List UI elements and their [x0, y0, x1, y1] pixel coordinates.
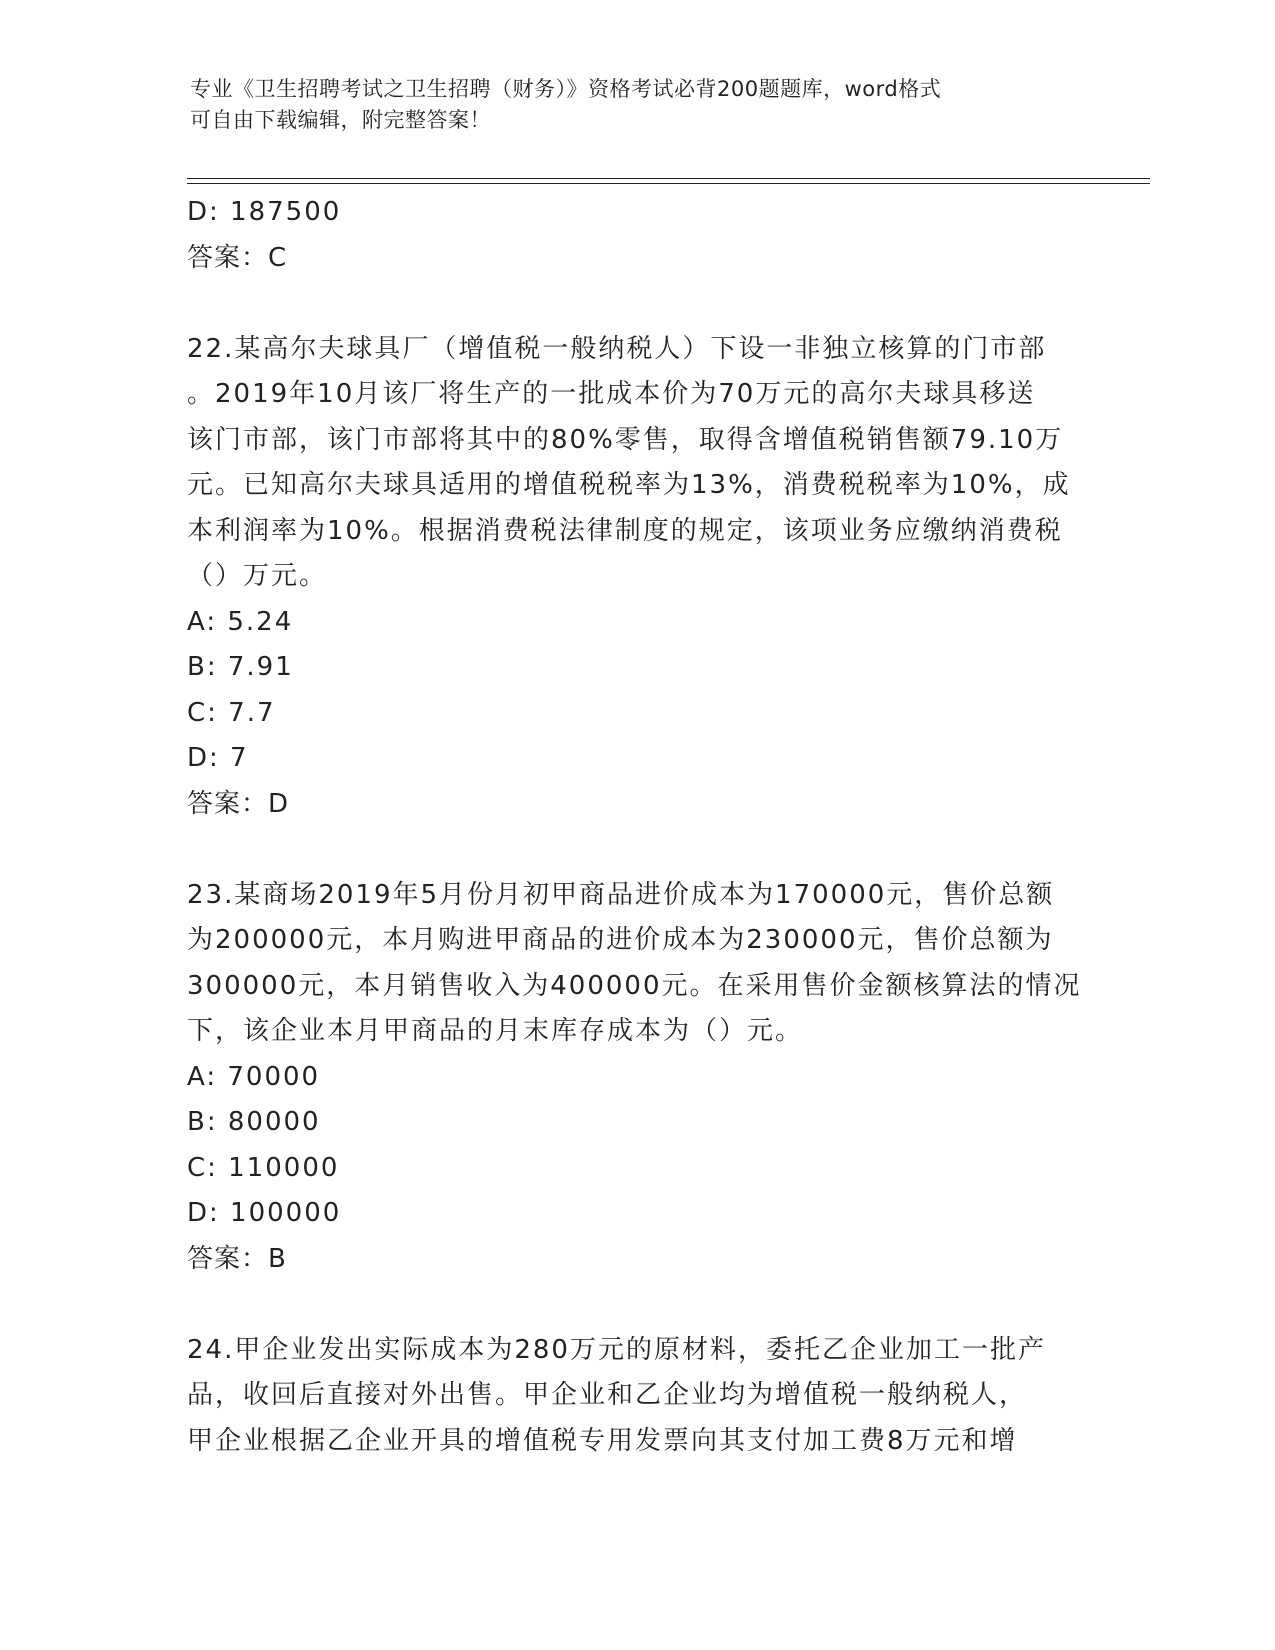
header-divider-top	[187, 178, 1150, 179]
question-text-line: 24.甲企业发出实际成本为280万元的原材料，委托乙企业加工一批产	[187, 1334, 1046, 1365]
option-c: C: 7.7	[187, 697, 276, 728]
question-text-line: 元。已知高尔夫球具适用的增值税税率为13%，消费税税率为10%，成	[187, 470, 1071, 500]
spacer	[187, 827, 1087, 873]
page-header	[190, 74, 1070, 136]
question-text-line: 22.某高尔夫球具厂（增值税一般纳税人）下设一非独立核算的门市部	[187, 333, 1047, 364]
option-a: A: 70000	[187, 1061, 321, 1092]
answer: 答案：B	[187, 1243, 287, 1274]
header-divider-bottom	[187, 183, 1150, 184]
question-text-line: 。2019年10月该厂将生产的一批成本价为70万元的高尔夫球具移送	[187, 379, 1036, 409]
question-text-line: 下，该企业本月甲商品的月末库存成本为（）元。	[187, 1016, 804, 1046]
question-text-line: 23.某商场2019年5月份月初甲商品进价成本为170000元，售价总额	[187, 879, 1055, 910]
question-text-line: 品，收回后直接对外出售。甲企业和乙企业均为增值税一般纳税人，	[187, 1380, 1028, 1410]
header-line-1: 专业《卫生招聘考试之卫生招聘（财务）》资格考试必背200题题库，word格式	[190, 77, 942, 101]
option-d: D: 7	[187, 743, 249, 773]
answer: 答案：D	[187, 788, 290, 819]
question-22	[187, 327, 1087, 828]
option-a: A: 5.24	[187, 606, 294, 637]
question-text-line: 该门市部，该门市部将其中的80%零售，取得含增值税销售额79.10万	[187, 424, 1064, 455]
question-23	[187, 873, 1087, 1283]
header-line-2: 可自由下载编辑，附完整答案！	[190, 108, 491, 132]
option-b: B: 7.91	[187, 652, 294, 682]
question-text-line: 300000元，本月销售收入为400000元。在采用售价金额核算法的情况	[187, 970, 1082, 1001]
option-c: C: 110000	[187, 1152, 340, 1183]
option-d: D: 187500	[187, 197, 342, 227]
option-b: B: 80000	[187, 1107, 321, 1137]
spacer	[187, 1282, 1087, 1328]
previous-question-tail	[187, 190, 1087, 281]
question-24	[187, 1328, 1087, 1465]
question-text-line: 为200000元，本月购进甲商品的进价成本为230000元，售价总额为	[187, 925, 1054, 955]
answer: 答案：C	[187, 242, 288, 273]
question-text-line: 甲企业根据乙企业开具的增值税专用发票向其支付加工费8万元和增	[187, 1425, 1018, 1456]
question-content	[187, 190, 1087, 1464]
spacer	[187, 281, 1087, 327]
question-text-line: （）万元。	[187, 561, 328, 591]
option-d: D: 100000	[187, 1198, 342, 1228]
question-text-line: 本利润率为10%。根据消费税法律制度的规定，该项业务应缴纳消费税	[187, 515, 1063, 546]
